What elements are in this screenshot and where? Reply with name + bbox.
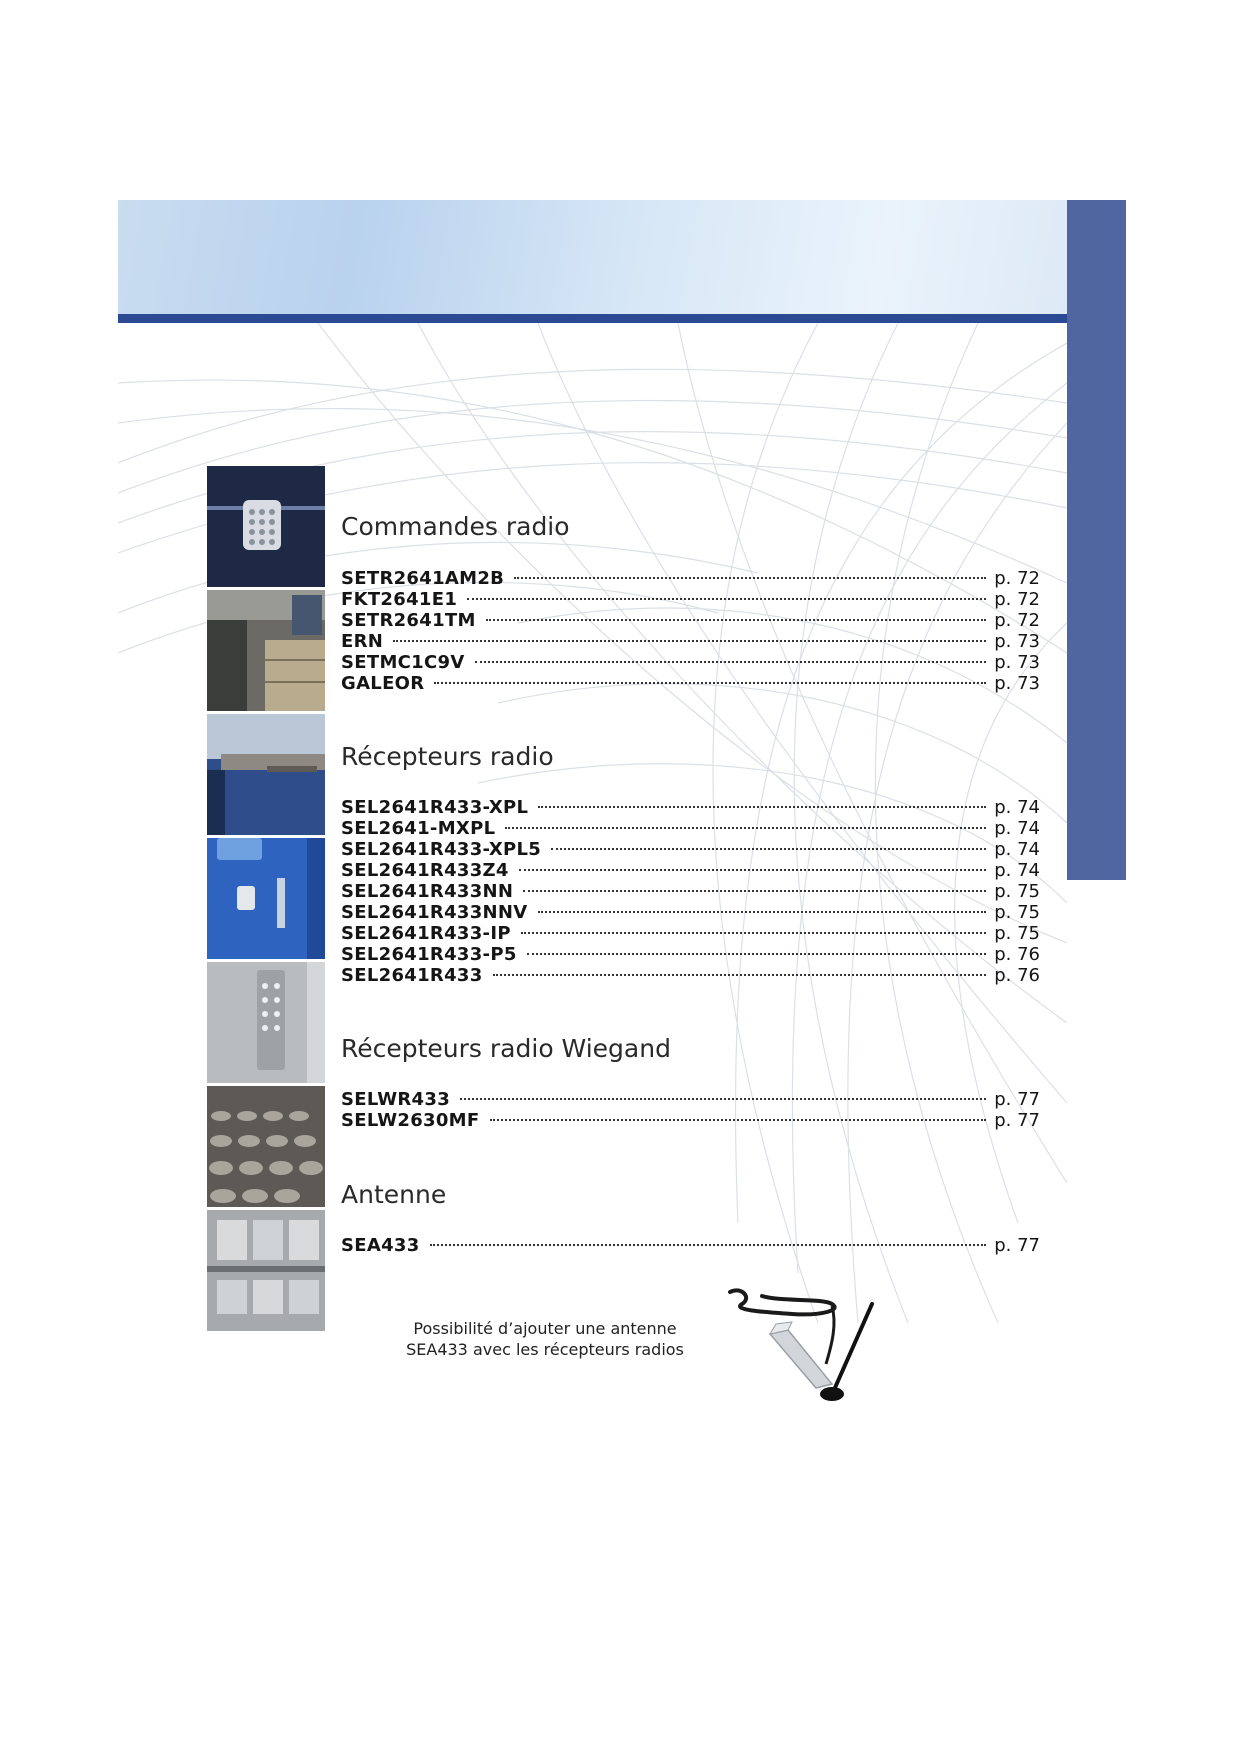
toc-entry-name: FKT2641E1 — [341, 589, 458, 610]
toc-entry-name: SEL2641R433-IP — [341, 923, 511, 944]
toc-entry-page: p. 74 — [994, 818, 1040, 839]
antenna-caption-line-2: SEA433 avec les récepteurs radios — [406, 1340, 684, 1359]
section-title-commandes-radio: Commandes radio — [341, 512, 570, 541]
dot-leader — [523, 876, 986, 897]
toc-entry-page: p. 74 — [994, 797, 1040, 818]
dot-leader — [519, 855, 986, 876]
toc-entry-page: p. 76 — [994, 965, 1040, 986]
toc-entry-page: p. 76 — [994, 944, 1040, 965]
dot-leader — [486, 605, 987, 626]
photo-strip — [207, 466, 325, 1336]
dot-leader — [434, 668, 986, 689]
antenna-caption — [380, 1318, 710, 1360]
toc-entry-page: p. 73 — [994, 631, 1040, 652]
toc-entry-name: SEL2641R433NN — [341, 881, 514, 902]
photo-production-line — [207, 1086, 325, 1207]
toc-entry-page: p. 74 — [994, 839, 1040, 860]
toc-entry-name: SETR2641TM — [341, 610, 476, 631]
toc-entry[interactable] — [341, 647, 1040, 673]
toc-list-antenne — [341, 1230, 1040, 1256]
header-banner — [118, 200, 1067, 314]
toc-entry-name: SETR2641AM2B — [341, 568, 505, 589]
photo-keypad-cabinet — [207, 466, 325, 587]
toc-entry-name: SEL2641R433-XPL — [341, 797, 529, 818]
toc-entry-name: SEL2641R433-P5 — [341, 944, 517, 965]
chapter-side-tab — [1067, 200, 1126, 880]
photo-electrical-boxes — [207, 1210, 325, 1331]
toc-entry[interactable] — [341, 563, 1040, 589]
dot-leader — [467, 584, 986, 605]
toc-entry-page: p. 74 — [994, 860, 1040, 881]
dot-leader — [538, 792, 986, 813]
toc-list-commandes-radio — [341, 563, 1040, 694]
section-title-antenne: Antenne — [341, 1180, 447, 1209]
photo-blue-locker-keypad — [207, 838, 325, 959]
toc-entry-name: SELW2630MF — [341, 1110, 480, 1131]
toc-entry-page: p. 75 — [994, 881, 1040, 902]
toc-entry-page: p. 75 — [994, 923, 1040, 944]
toc-entry-name: SEL2641R433Z4 — [341, 860, 509, 881]
toc-entry-name: SEL2641R433 — [341, 965, 483, 986]
section-title-recepteurs-radio: Récepteurs radio — [341, 742, 554, 771]
toc-entry[interactable] — [341, 1230, 1040, 1256]
photo-storage-room — [207, 590, 325, 711]
dot-leader — [490, 1105, 987, 1126]
toc-entry-name: SEL2641R433NNV — [341, 902, 528, 923]
photo-wall-keypad — [207, 962, 325, 1083]
toc-entry[interactable] — [341, 668, 1040, 694]
header-rule — [118, 314, 1067, 323]
dot-leader — [460, 1084, 986, 1105]
toc-list-recepteurs-wiegand — [341, 1084, 1040, 1131]
toc-entry-page: p. 77 — [994, 1110, 1040, 1131]
antenna-product-image — [722, 1284, 902, 1414]
toc-entry-page: p. 72 — [994, 568, 1040, 589]
toc-entry-name: SEA433 — [341, 1235, 420, 1256]
toc-entry-page: p. 75 — [994, 902, 1040, 923]
photo-door-closer — [207, 714, 325, 835]
toc-entry-name: SELWR433 — [341, 1089, 451, 1110]
dot-leader — [430, 1230, 987, 1251]
toc-entry[interactable] — [341, 792, 1040, 818]
dot-leader — [538, 897, 987, 918]
toc-entry-page: p. 73 — [994, 673, 1040, 694]
toc-entry[interactable] — [341, 1084, 1040, 1110]
dot-leader — [493, 960, 987, 981]
dot-leader — [521, 918, 986, 939]
toc-entry[interactable] — [341, 626, 1040, 652]
toc-entry-page: p. 72 — [994, 589, 1040, 610]
section-title-recepteurs-radio-wiegand: Récepteurs radio Wiegand — [341, 1034, 671, 1063]
dot-leader — [527, 939, 987, 960]
toc-entry-page: p. 77 — [994, 1235, 1040, 1256]
toc-entry-name: GALEOR — [341, 673, 425, 694]
toc-entry-page: p. 72 — [994, 610, 1040, 631]
dot-leader — [475, 647, 987, 668]
dot-leader — [505, 813, 986, 834]
toc-entry-page: p. 77 — [994, 1089, 1040, 1110]
dot-leader — [551, 834, 986, 855]
toc-list-recepteurs-radio — [341, 792, 1040, 986]
toc-entry-page: p. 73 — [994, 652, 1040, 673]
dot-leader — [514, 563, 986, 584]
dot-leader — [393, 626, 986, 647]
toc-entry-name: SEL2641R433-XPL5 — [341, 839, 542, 860]
antenna-caption-line-1: Possibilité d’ajouter une antenne — [413, 1319, 677, 1338]
toc-entry-name: SETMC1C9V — [341, 652, 465, 673]
toc-entry-name: ERN — [341, 631, 384, 652]
toc-entry-name: SEL2641-MXPL — [341, 818, 496, 839]
